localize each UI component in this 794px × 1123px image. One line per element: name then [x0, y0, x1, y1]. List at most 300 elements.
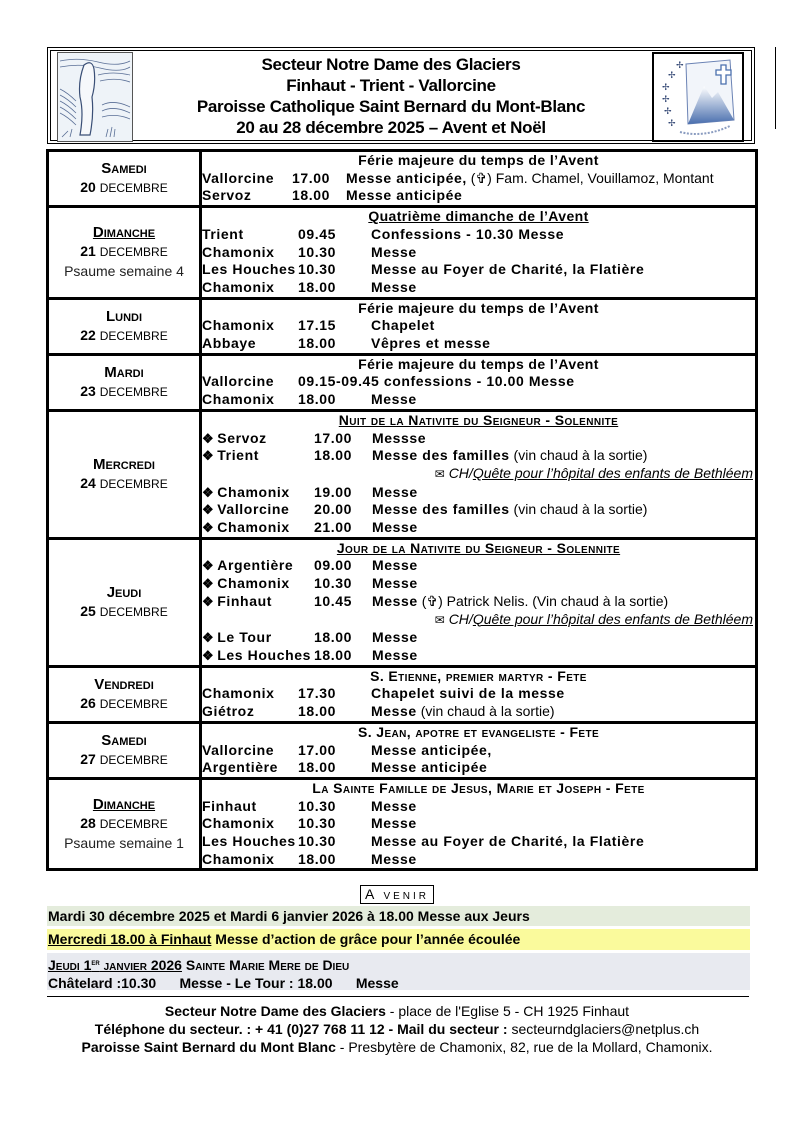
mass-description	[372, 647, 755, 665]
mass-place	[202, 833, 298, 851]
mass-place-name: Les Houches	[202, 833, 296, 850]
mass-note: (✞) Fam. Chamel, Vouillamoz, Montant	[466, 169, 714, 186]
mass-entry	[202, 647, 755, 665]
diamond-bullet-icon: ❖	[202, 484, 215, 500]
header-title-block	[138, 54, 644, 138]
liturgical-title: S. Jean, apotre et evangeliste - Fete	[357, 723, 600, 740]
mass-type: Messe anticipée,	[346, 169, 467, 186]
mass-type: Messe	[372, 575, 418, 592]
mass-type: Chapelet	[371, 317, 435, 334]
mass-place	[202, 279, 298, 297]
mass-place	[202, 391, 298, 409]
mass-entry	[202, 759, 755, 777]
mass-entry	[202, 430, 755, 448]
mass-time: 10.30	[314, 575, 353, 592]
mass-entry	[202, 373, 755, 391]
liturgical-title: Férie majeure du temps de l’Avent	[358, 152, 599, 168]
day-cell	[48, 151, 201, 207]
mass-place	[202, 317, 298, 335]
footer-presbytery: - Presbytère de Chamonix, 82, rue de la Mollard, Chamonix.	[335, 1039, 713, 1055]
events-cell	[201, 538, 757, 666]
mass-time: 18.00	[298, 335, 337, 352]
mass-place	[202, 519, 314, 537]
mass-place	[202, 759, 298, 777]
mass-place-name: Chamonix	[217, 483, 290, 500]
upcoming-jeurs-text: Mardi 30 décembre 2025 et Mardi 6 janvier 2026 à 18.00 Messe aux Jeurs	[48, 908, 530, 924]
day-row	[48, 666, 757, 722]
diocese-logo	[652, 52, 744, 142]
diamond-bullet-icon: ❖	[202, 630, 215, 646]
mass-note: (✞) Patrick Nelis. (Vin chaud à la sortie)	[417, 592, 669, 609]
mass-entry	[202, 244, 755, 262]
svg-text:✢: ✢	[676, 61, 684, 71]
footer-phone: Téléphone du secteur. : + 41 (0)27 768 11 12 - Mail du secteur :	[94, 1021, 508, 1037]
mass-type: Chapelet suivi de la messe	[371, 685, 565, 702]
day-date	[49, 382, 199, 402]
mass-description	[371, 261, 755, 279]
mass-type: Messe	[371, 391, 417, 408]
mass-entry	[202, 815, 755, 833]
day-name: Lundi	[105, 307, 143, 325]
day-cell	[48, 298, 201, 354]
mass-place-name: Argentière	[202, 759, 279, 776]
mass-place	[202, 501, 314, 519]
mass-place	[202, 373, 298, 391]
mass-place-name: Le Tour	[217, 629, 272, 646]
mass-place	[202, 593, 314, 611]
mass-type: Messe au Foyer de Charité, la Flatière	[371, 261, 645, 278]
events-cell	[201, 778, 757, 870]
mass-description	[371, 335, 755, 353]
mass-description	[371, 703, 755, 721]
mass-place-name: Finhaut	[202, 797, 257, 814]
mass-place-name: Argentière	[217, 557, 294, 574]
events-cell	[201, 207, 757, 299]
mass-place-name: Chamonix	[202, 243, 275, 260]
mass-place-name: Chamonix	[202, 278, 275, 295]
diocese-mountain-cross-icon	[654, 54, 742, 140]
day-date	[49, 178, 199, 198]
mass-entry	[202, 391, 755, 409]
day-cell	[48, 722, 201, 778]
liturgical-title: Nuit de la Nativite du Seigneur - Solennite	[338, 411, 619, 428]
day-row	[48, 778, 757, 870]
svg-text:✢: ✢	[662, 95, 670, 105]
mass-place	[202, 244, 298, 262]
collection-prefix: CH/	[448, 464, 473, 481]
day-name: Jeudi	[106, 583, 142, 601]
mass-description	[372, 593, 755, 611]
mass-type: Messse	[372, 429, 427, 446]
margin-rule	[775, 47, 776, 129]
mass-time: 18.00	[298, 391, 337, 408]
day-number: 21	[80, 243, 96, 260]
upcoming-item-jan1	[47, 953, 750, 990]
day-name: Vendredi	[94, 675, 154, 693]
mass-place	[202, 742, 298, 760]
mass-time: 18.00	[298, 278, 337, 295]
upcoming-item-jeurs	[47, 906, 750, 926]
day-date	[49, 326, 199, 346]
svg-text:✢: ✢	[664, 107, 672, 117]
mass-description	[372, 629, 755, 647]
mass-place	[202, 815, 298, 833]
day-date	[49, 814, 199, 834]
mass-place	[202, 703, 298, 721]
day-name: Dimanche	[92, 224, 156, 242]
mass-place-name: Chamonix	[202, 815, 275, 832]
mass-description	[372, 501, 755, 519]
liturgical-title: La Sainte Famille de Jesus, Marie et Joseph - Fete	[312, 779, 645, 796]
mass-entry	[202, 317, 755, 335]
footer-email-link[interactable]: secteurndglaciers@netplus.ch	[507, 1021, 700, 1037]
mass-entry	[202, 833, 755, 851]
diamond-bullet-icon: ❖	[202, 448, 215, 464]
liturgical-title: Quatrième dimanche de l’Avent	[368, 208, 589, 225]
mass-time: 17.00	[314, 429, 353, 446]
upcoming-jan1-masses: Châtelard :10.30 Messe - Le Tour : 18.00 Messe	[48, 975, 399, 991]
mass-entry	[202, 851, 755, 869]
collection-text: Quête pour l’hôpital des enfants de Bethléem	[472, 610, 753, 627]
mass-type: Confessions - 10.30 Messe	[371, 225, 565, 242]
mass-type: Messe	[372, 557, 418, 574]
mass-place-name: Trient	[202, 225, 244, 242]
mass-place	[202, 851, 298, 869]
mass-description	[371, 759, 755, 777]
mass-description	[346, 170, 755, 188]
mass-time: 18.00	[298, 703, 337, 720]
mass-type: Messe	[372, 646, 418, 663]
events-cell	[201, 410, 757, 538]
mass-entry	[202, 501, 755, 519]
day-month: DECEMBRE	[99, 696, 168, 711]
mass-description	[371, 742, 755, 760]
day-cell	[48, 354, 201, 410]
day-month: DECEMBRE	[99, 817, 168, 832]
mass-place	[202, 685, 298, 703]
footer-line-contact	[40, 1020, 754, 1038]
mass-place-name: Vallorcine	[217, 501, 290, 518]
mass-time: 09.00	[314, 557, 353, 574]
day-row	[48, 538, 757, 666]
mass-entry	[202, 261, 755, 279]
collection-note	[202, 611, 755, 630]
mass-place-name: Giétroz	[202, 703, 255, 720]
diamond-bullet-icon: ❖	[202, 430, 215, 446]
day-number: 25	[80, 602, 96, 619]
mass-place-name: Chamonix	[202, 391, 275, 408]
envelope-icon: ✉	[434, 612, 445, 627]
day-cell	[48, 538, 201, 666]
day-month: DECEMBRE	[99, 245, 168, 260]
diamond-bullet-icon: ❖	[202, 647, 215, 663]
mass-place	[202, 629, 314, 647]
mass-entry	[202, 593, 755, 611]
psalm-week: Psaume semaine 4	[64, 263, 184, 280]
day-date	[49, 242, 199, 262]
statue-engraving-icon	[58, 53, 132, 141]
mass-type: Messe anticipée	[371, 759, 488, 776]
mass-description	[372, 575, 755, 593]
mass-place-name: Chamonix	[217, 575, 290, 592]
day-name: Samedi	[101, 731, 147, 749]
mass-place	[202, 430, 314, 448]
collection-text: Quête pour l’hôpital des enfants de Bethléem	[472, 464, 753, 481]
footer-address: - place de l'Eglise 5 - CH 1925 Finhaut	[385, 1003, 630, 1019]
day-number: 22	[80, 326, 96, 343]
mass-entry	[202, 575, 755, 593]
mass-place-name: Chamonix	[202, 850, 275, 867]
mass-place	[202, 447, 314, 465]
footer-divider	[47, 996, 749, 997]
mass-description	[371, 798, 755, 816]
day-number: 28	[80, 815, 96, 832]
day-cell	[48, 778, 201, 870]
upcoming-finhaut-text: Messe d’action de grâce pour l’année écoulée	[211, 931, 521, 947]
mass-description	[371, 815, 755, 833]
day-number: 23	[80, 382, 96, 399]
header-period: 20 au 28 décembre 2025 – Avent et Noël	[236, 118, 546, 137]
mass-time: 18.00	[292, 187, 331, 204]
upcoming-jan1-sup: er	[91, 957, 100, 967]
day-name: Samedi	[101, 160, 147, 178]
upcoming-jan1-date	[48, 957, 182, 973]
envelope-icon: ✉	[434, 466, 445, 481]
mass-description	[371, 685, 755, 703]
mass-time: 21.00	[314, 519, 353, 536]
events-cell	[201, 722, 757, 778]
mass-place	[202, 261, 298, 279]
collection-prefix: CH/	[448, 610, 473, 627]
day-cell	[48, 666, 201, 722]
day-row	[48, 722, 757, 778]
day-date	[49, 694, 199, 714]
mass-place	[202, 575, 314, 593]
diamond-bullet-icon: ❖	[202, 593, 215, 609]
mass-place-name: Abbaye	[202, 335, 257, 352]
mass-entry	[202, 557, 755, 575]
mass-place	[202, 226, 298, 244]
day-number: 24	[80, 474, 96, 491]
mass-time: 10.30	[298, 815, 337, 832]
mass-place-name: Vallorcine	[202, 169, 275, 186]
mass-place	[202, 484, 314, 502]
mass-time: 10.30	[298, 797, 337, 814]
mass-description	[346, 187, 755, 205]
header-box	[47, 47, 755, 144]
upcoming-title: A venir	[360, 885, 434, 904]
mass-place	[202, 557, 314, 575]
day-month: DECEMBRE	[99, 181, 168, 196]
mass-description	[372, 447, 755, 465]
mass-entry	[202, 685, 755, 703]
mass-entry	[202, 484, 755, 502]
mass-description	[372, 484, 755, 502]
svg-text:✢: ✢	[668, 119, 676, 129]
mass-description	[372, 557, 755, 575]
mass-time: 18.00	[298, 850, 337, 867]
mass-time: 09.45	[298, 225, 337, 242]
mass-description	[371, 391, 755, 409]
header-sector-title: Secteur Notre Dame des Glaciers	[261, 55, 521, 74]
mass-place	[202, 335, 298, 353]
diamond-bullet-icon: ❖	[202, 558, 215, 574]
day-name: Mardi	[104, 363, 144, 381]
mass-place	[202, 798, 298, 816]
mass-type: Messe	[371, 850, 417, 867]
mass-place-name: Chamonix	[202, 685, 275, 702]
mass-place-name: Servoz	[202, 187, 252, 204]
mass-time: 20.00	[314, 501, 353, 518]
mass-place-name: Chamonix	[202, 317, 275, 334]
day-date	[49, 750, 199, 770]
mass-entry	[202, 279, 755, 297]
mass-place-name: Servoz	[217, 429, 267, 446]
mass-entry	[202, 519, 755, 537]
mass-entry	[202, 226, 755, 244]
mass-description	[371, 833, 755, 851]
svg-text:✢: ✢	[668, 71, 676, 81]
day-number: 20	[80, 179, 96, 196]
liturgical-title: S. Etienne, premier martyr - Fete	[370, 667, 587, 684]
day-row	[48, 410, 757, 538]
day-month: DECEMBRE	[99, 328, 168, 343]
statue-engraving-logo	[57, 52, 133, 142]
mass-type: Messe anticipée,	[371, 741, 492, 758]
events-cell	[201, 354, 757, 410]
mass-type: Messe	[372, 483, 418, 500]
mass-time: 18.00	[314, 646, 353, 663]
day-month: DECEMBRE	[99, 476, 168, 491]
mass-time: 10.45	[314, 592, 353, 609]
liturgical-title: Jour de la Nativite du Seigneur - Solennite	[336, 539, 621, 556]
upcoming-item-finhaut	[47, 929, 750, 950]
mass-time: 19.00	[314, 483, 353, 500]
diamond-bullet-icon: ❖	[202, 502, 215, 518]
footer	[40, 1002, 754, 1056]
mass-time: 10.30	[298, 261, 337, 278]
day-month: DECEMBRE	[99, 384, 168, 399]
day-date	[49, 474, 199, 494]
mass-entry	[202, 742, 755, 760]
schedule-table	[46, 149, 758, 871]
mass-note: (vin chaud à la sortie)	[509, 447, 648, 464]
mass-time: 17.00	[292, 169, 331, 186]
mass-entry	[202, 798, 755, 816]
mass-entry	[202, 170, 755, 188]
mass-type: Messe des familles	[372, 447, 510, 464]
upcoming-jan1-day: Jeudi 1	[48, 957, 92, 973]
mass-place-name: Les Houches	[217, 646, 312, 663]
mass-note: (vin chaud à la sortie)	[416, 703, 555, 720]
mass-time: 10.30	[298, 833, 337, 850]
mass-description	[371, 851, 755, 869]
mass-place-name: Vallorcine	[202, 741, 275, 758]
mass-time: 17.15	[298, 317, 337, 334]
footer-line-parish	[40, 1038, 754, 1056]
psalm-week: Psaume semaine 1	[64, 835, 184, 852]
mass-type: Messe des familles	[372, 501, 510, 518]
footer-parish-name: Paroisse Saint Bernard du Mont Blanc	[81, 1039, 336, 1055]
mass-time: 18.00	[298, 759, 337, 776]
day-row	[48, 151, 757, 207]
mass-description	[372, 430, 755, 448]
mass-type: Messe	[371, 797, 417, 814]
mass-time: 17.30	[298, 685, 337, 702]
day-date	[49, 602, 199, 622]
svg-text:✢: ✢	[662, 83, 670, 93]
mass-time: 17.00	[298, 741, 337, 758]
mass-type: Vêpres et messe	[371, 335, 491, 352]
mass-type: Messe	[371, 243, 417, 260]
mass-type: Messe	[371, 703, 417, 720]
mass-place	[202, 170, 292, 188]
mass-entry	[202, 629, 755, 647]
mass-place	[202, 647, 314, 665]
day-month: DECEMBRE	[99, 752, 168, 767]
mass-type: Messe	[371, 815, 417, 832]
diamond-bullet-icon: ❖	[202, 520, 215, 536]
mass-note: (vin chaud à la sortie)	[509, 501, 648, 518]
liturgical-title: Férie majeure du temps de l’Avent	[358, 299, 599, 316]
mass-type: Messe	[372, 592, 418, 609]
events-cell	[201, 151, 757, 207]
day-name: Mercredi	[92, 455, 155, 473]
day-row	[48, 207, 757, 299]
events-cell	[201, 666, 757, 722]
footer-line-address	[40, 1002, 754, 1020]
liturgical-title: Férie majeure du temps de l’Avent	[358, 355, 599, 372]
footer-sector-name: Secteur Notre Dame des Glaciers	[164, 1003, 386, 1019]
mass-type: Messe anticipée	[346, 187, 463, 204]
mass-type: Messe	[372, 519, 418, 536]
mass-place-name: Trient	[217, 447, 259, 464]
day-cell	[48, 410, 201, 538]
mass-time: 10.30	[298, 243, 337, 260]
upcoming-finhaut-date: Mercredi 18.00 à Finhaut	[48, 931, 212, 947]
collection-note	[202, 465, 755, 484]
mass-place	[202, 187, 292, 205]
day-number: 26	[80, 694, 96, 711]
mass-description	[371, 226, 755, 244]
upcoming-jan1-month: janvier 2026	[99, 957, 182, 973]
day-number: 27	[80, 750, 96, 767]
mass-type: Messe	[372, 629, 418, 646]
day-name: Dimanche	[92, 796, 156, 814]
mass-type: Messe au Foyer de Charité, la Flatière	[371, 833, 645, 850]
mass-entry	[202, 335, 755, 353]
mass-type: Messe	[371, 278, 417, 295]
mass-place-name: Chamonix	[217, 519, 290, 536]
day-row	[48, 354, 757, 410]
mass-place-name: Finhaut	[217, 592, 273, 609]
mass-time: 18.00	[314, 447, 353, 464]
mass-description	[372, 519, 755, 537]
mass-description	[371, 317, 755, 335]
mass-description	[371, 244, 755, 262]
day-row	[48, 298, 757, 354]
header-parish: Paroisse Catholique Saint Bernard du Mont-Blanc	[196, 97, 586, 116]
day-cell	[48, 207, 201, 299]
mass-entry	[202, 447, 755, 465]
mass-place-name: Les Houches	[202, 261, 296, 278]
mass-time: 09.15-09.45 confessions - 10.00 Messe	[298, 373, 575, 390]
events-cell	[201, 298, 757, 354]
mass-time: 18.00	[314, 629, 353, 646]
mass-entry	[202, 703, 755, 721]
upcoming-jan1-feast: Sainte Marie Mere de Dieu	[181, 957, 350, 973]
header-villages: Finhaut - Trient - Vallorcine	[286, 76, 496, 95]
